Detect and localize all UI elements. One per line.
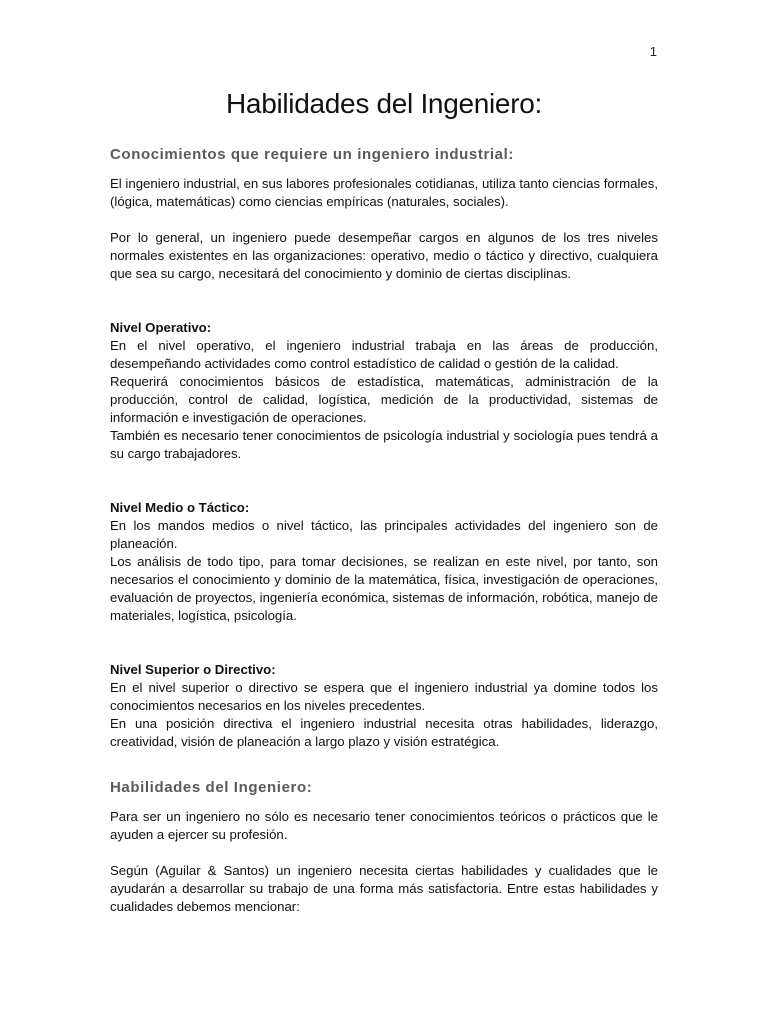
document-body (110, 88, 658, 916)
subheading-nivel-medio: Nivel Medio o Táctico: (110, 500, 250, 515)
section-heading-habilidades: Habilidades del Ingeniero: (110, 779, 313, 796)
paragraph: También es necesario tener conocimientos de psicología industrial y sociología pues tendrá a su cargo trabajadores. (110, 428, 658, 461)
document-title: Habilidades del Ingeniero: (226, 88, 542, 119)
paragraph: Para ser un ingeniero no sólo es necesario tener conocimientos teóricos o prácticos que le ayuden a ejercer su profesión. (110, 809, 658, 842)
page-number: 1 (649, 44, 657, 59)
paragraph: En el nivel operativo, el ingeniero industrial trabaja en las áreas de producción, desempeñando actividades como control estadístico de calidad o gestión de la calidad. (110, 338, 658, 371)
subheading-nivel-operativo: Nivel Operativo: (110, 320, 212, 335)
paragraph: Los análisis de todo tipo, para tomar decisiones, se realizan en este nivel, por tanto, son necesarios el conocimiento y dominio de la matemática, física, investigación de operaciones, evaluación de proyectos, ingeniería económica, sistemas de información, robótica, manejo de materiales, logística, psicología. (110, 554, 658, 623)
paragraph: En los mandos medios o nivel táctico, las principales actividades del ingeniero son de planeación. (110, 518, 658, 551)
paragraph: Según (Aguilar & Santos) un ingeniero necesita ciertas habilidades y cualidades que le ayudarán a desarrollar su trabajo de una forma más satisfactoria. Entre estas habilidades y cualidades debemos mencionar: (110, 863, 658, 914)
paragraph: En el nivel superior o directivo se espera que el ingeniero industrial ya domine todos los conocimientos necesarios en los niveles precedentes. (110, 680, 658, 713)
section-heading-conocimientos: Conocimientos que requiere un ingeniero industrial: (110, 146, 514, 163)
paragraph: Por lo general, un ingeniero puede desempeñar cargos en algunos de los tres niveles normales existentes en las organizaciones: operativo, medio o táctico y directivo, cualquiera que sea su cargo, necesitará del conocimiento y dominio de ciertas disciplinas. (110, 230, 658, 281)
paragraph: Requerirá conocimientos básicos de estadística, matemáticas, administración de la producción, control de calidad, logística, medición de la productividad, sistemas de información e investigación de operaciones. (110, 374, 658, 425)
subheading-nivel-superior: Nivel Superior o Directivo: (110, 662, 276, 677)
paragraph: En una posición directiva el ingeniero industrial necesita otras habilidades, liderazgo, creatividad, visión de planeación a largo plazo y visión estratégica. (110, 716, 658, 749)
paragraph: El ingeniero industrial, en sus labores profesionales cotidianas, utiliza tanto ciencias formales, (lógica, matemáticas) como ciencias empíricas (naturales, sociales). (110, 176, 658, 209)
